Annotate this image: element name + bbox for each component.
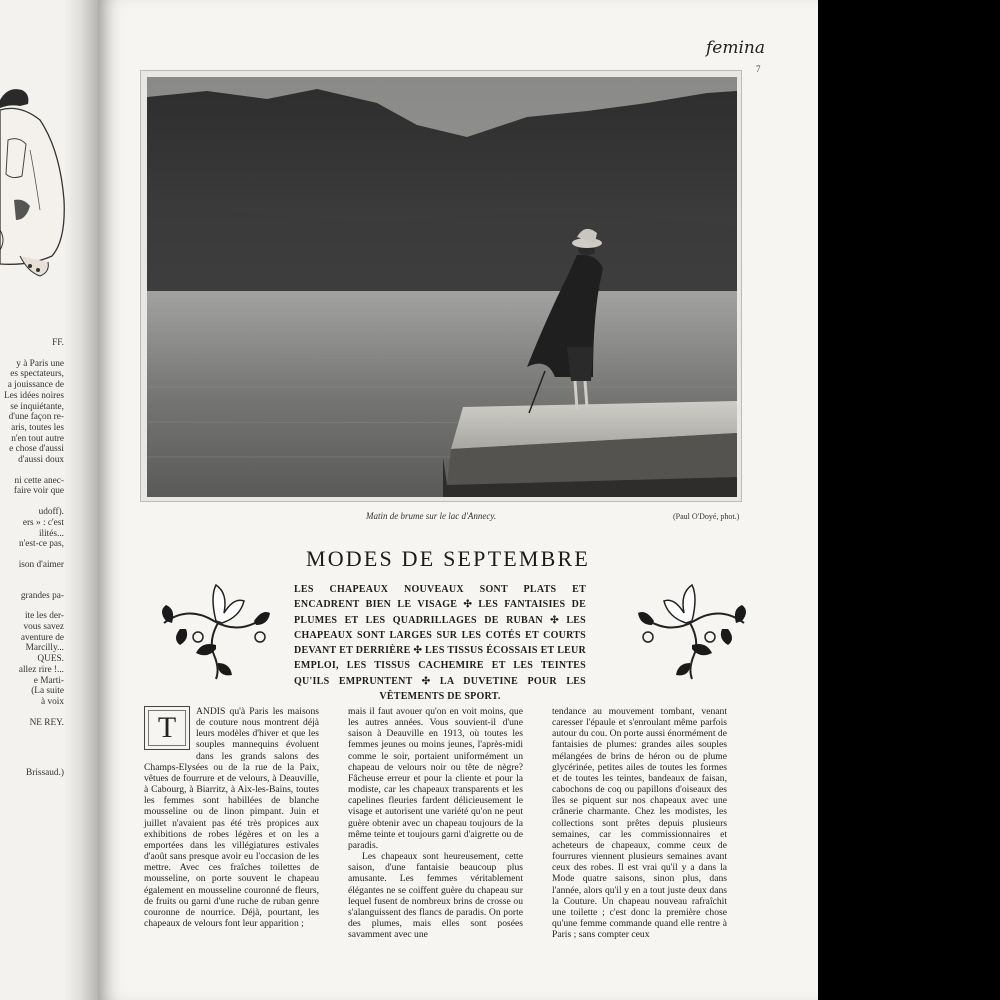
left-page-line: vous savez bbox=[23, 622, 64, 633]
left-page-line bbox=[0, 571, 64, 581]
left-page-line bbox=[0, 349, 64, 359]
left-page-line: Les idées noires bbox=[4, 390, 64, 401]
background-edge bbox=[818, 0, 1000, 1000]
article-title: MODES DE SEPTEMBRE bbox=[305, 546, 591, 571]
left-page-line bbox=[0, 758, 64, 768]
left-page-line: allez rire !... bbox=[18, 664, 64, 675]
left-page-line: à voix bbox=[41, 696, 64, 707]
left-page-line bbox=[0, 708, 64, 718]
left-facing-page bbox=[0, 0, 98, 1000]
left-page-line: ers » : c'est bbox=[22, 517, 64, 528]
left-page-line bbox=[0, 601, 64, 611]
masthead: femina bbox=[706, 38, 765, 58]
floral-ornament-icon bbox=[158, 583, 276, 683]
article-paragraph: tendance au mouvement tombant, venant caresser l'épaule et s'enroulant même parfois autour du cou. On porte aussi énormément de fantaisies de plumes: grandes ailes souples mélangées de brins de héron ou de plume glycérinée, petites ailes de toutes les formes et de toutes les teintes, bandeaux de faisan, cabochons de coq ou papillons d'oiseaux des îles se piquent sur nos chapeaux avec une crânerie charmante. Chez les modistes, les collections sont prêtes depuis plusieurs semaines, car les commissionnaires et acheteurs de chapeaux, comme ceux de fourrures viennent plusieurs semaines avant ceux des robes. Il est vrai qu'il y a dans la Mode quatre saisons, sinon plus, dans l'année, alors qu'il y en a tout juste deux dans la Couture. Un chapeau nouveau rafraîchit une toilette ; c'est donc la première chose qu'une femme commande quand elle rentre à Paris ; sans compter ceux bbox=[552, 706, 727, 941]
article-column-2 bbox=[348, 706, 523, 941]
article-summary: LES CHAPEAUX NOUVEAUX SONT PLATS ET ENCADRENT BIEN LE VISAGE ✣ LES FANTAISIES DE PLUMES ET LES QUADRILLAGES DE RUBAN ✣ LES CHAPEAUX SONT LARGES SUR LES COTÉS ET COURTS DEVANT ET DERRIÈRE ✣ LES TISSUS ÉCOSSAIS ET LEUR EMPLOI, LES TISSUS CACHEMIRE ET LES TEINTES QU'ILS EMPRUNTENT ✣ LA DUVETINE POUR LES VÊTEMENTS DE SPORT. bbox=[294, 584, 586, 703]
left-page-line: udoff). bbox=[38, 507, 64, 518]
left-page-line: es spectateurs, bbox=[10, 369, 64, 380]
left-page-line: n'est-ce pas, bbox=[18, 539, 64, 550]
article-paragraph: Les chapeaux sont heureusement, cette saison, d'une fantaisie beaucoup plus amusante. Les femmes véritablement élégantes ne se coiffent guère du chapeau sur lequel fusent de nombreux brins de crosse ou s'alanguissent des flancs de paradis. On porte des plumes, mais elles sont posées savamment avec une bbox=[348, 851, 523, 941]
left-page-line: ilités... bbox=[38, 528, 64, 539]
floral-ornament-icon bbox=[632, 583, 750, 683]
lake-photo bbox=[147, 77, 737, 497]
photo-frame bbox=[140, 70, 742, 502]
left-page-line bbox=[0, 728, 64, 738]
photo-credit: (Paul O'Doyé, phot.) bbox=[673, 512, 740, 521]
left-page-line: e Marti- bbox=[33, 675, 64, 686]
left-page-line: se inquiétante, bbox=[10, 401, 64, 412]
article-paragraph: ANDIS qu'à Paris les maisons de couture nous montrent déjà leurs modèles d'hiver et que les souples mannequins évoluent dans les grands salons des Champs-Elysées ou de la rue de la Paix, vêtues de fourrure et de velours, à Deauville, à Cabourg, à Biarritz, à Aix-les-Bains, toutes les femmes sont habillées de blanche mousseline ou de linon pimpant. Juin et juillet n'avaient pas été très propices aux exhibitions de robes légères et on les a emportées dans les villégiatures estivales d'août sans presque avoir eu l'occasion de les mettre. Avec ces fraîches toilettes de mousseline, on porte souvent le chapeau également en mousseline couronné de fleurs, de fruits ou garni d'une ruche de ruban genre couronne de nourrice. Déjà, pourtant, les chapeaux de velours font leur apparition ; bbox=[144, 706, 319, 929]
left-page-line bbox=[0, 466, 64, 476]
page-number: 7 bbox=[756, 64, 761, 74]
left-page-line: grandes pa- bbox=[20, 590, 64, 601]
left-page-line bbox=[0, 581, 64, 591]
left-page-line: ite les der- bbox=[24, 611, 64, 622]
left-page-line: Marcilly... bbox=[25, 643, 64, 654]
left-page-line: aventure de bbox=[20, 632, 64, 643]
article-paragraph: mais il faut avouer qu'on en voit moins, que les autres années. Vous souvient-il d'une saison à Deauville en 1913, où toutes les femmes jeunes ou moins jeunes, l'après-midi comme le soir, portaient uniformément un chapeau de velours noir ou tête de nègre? Fâcheuse erreur et pour la cliente et pour la modiste, car les chapeaux transparents et les capelines fleuries fardent délicieusement le visage et autorisent une variété qu'on ne peut guère obtenir avec un chapeau toujours de la même teinte et toujours garni d'aigrette ou de paradis. bbox=[348, 706, 523, 851]
left-page-line bbox=[0, 738, 64, 748]
left-page-line: NE REY. bbox=[29, 717, 64, 728]
left-page-line: faire voir que bbox=[13, 486, 64, 497]
left-page-line: y à Paris une bbox=[16, 358, 64, 369]
left-page-line: d'une façon re- bbox=[8, 412, 64, 423]
left-page-line: aris, toutes les bbox=[11, 422, 64, 433]
article-column-1 bbox=[144, 706, 319, 929]
left-page-line: ison d'aimer bbox=[18, 559, 64, 570]
left-page-line: ni cette anec- bbox=[14, 475, 64, 486]
article-column-3 bbox=[552, 706, 727, 941]
left-page-line: a jouissance de bbox=[7, 380, 64, 391]
magazine-page bbox=[98, 0, 818, 1000]
left-page-line: n'en tout autre bbox=[11, 433, 64, 444]
left-page-line bbox=[0, 497, 64, 507]
left-page-line: QUES. bbox=[37, 654, 64, 665]
left-page-line: e chose d'aussi bbox=[9, 444, 64, 455]
left-page-line: FF. bbox=[52, 338, 64, 348]
left-page-line bbox=[0, 550, 64, 560]
left-page-line bbox=[0, 748, 64, 758]
left-page-text bbox=[0, 338, 64, 779]
drop-cap: T bbox=[144, 706, 190, 750]
left-page-illustration bbox=[0, 80, 70, 290]
photo-caption: Matin de brume sur le lac d'Annecy. bbox=[366, 511, 497, 521]
left-page-line: d'aussi doux bbox=[18, 455, 64, 466]
left-page-line: Brissaud.) bbox=[26, 768, 64, 779]
left-page-line: (La suite bbox=[31, 686, 64, 697]
